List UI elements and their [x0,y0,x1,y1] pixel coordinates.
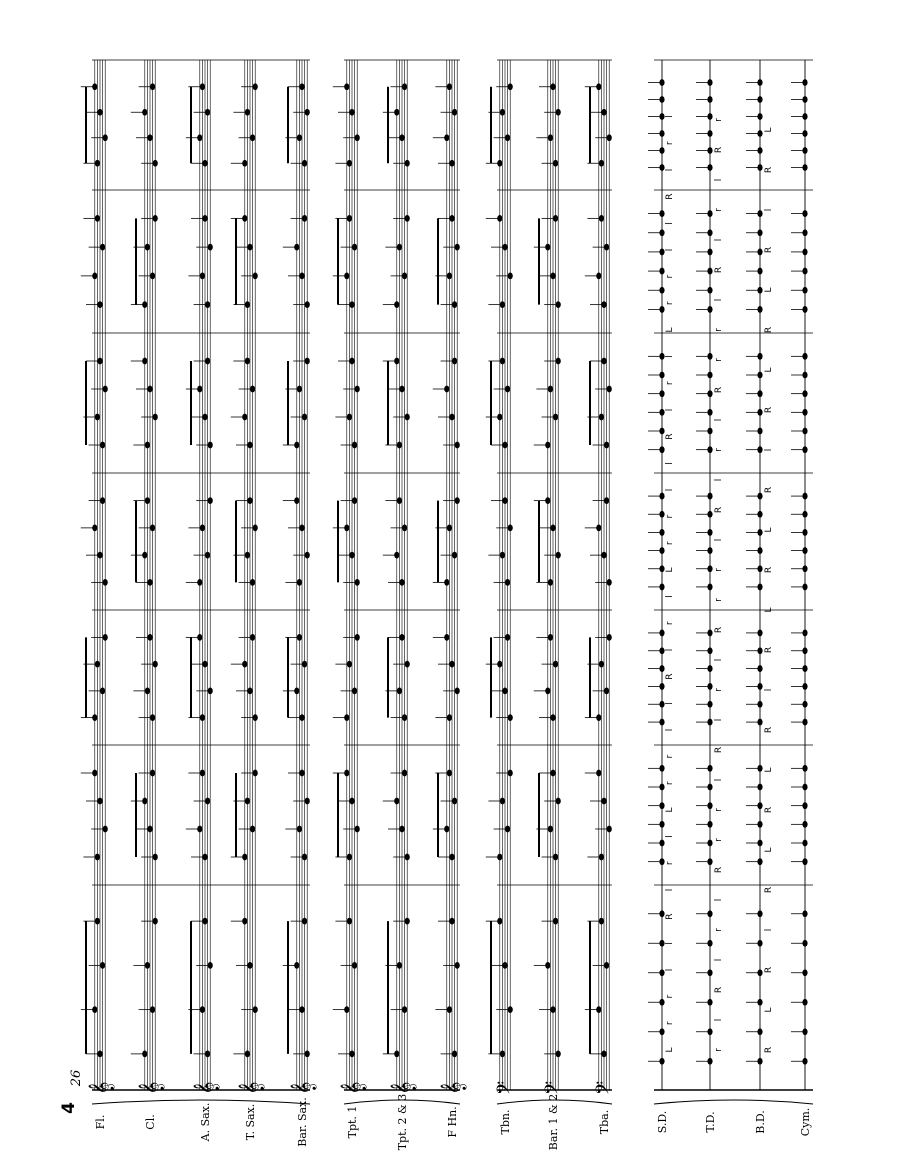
sticking-letter: r [665,754,675,759]
sticking-letter: R [764,726,774,734]
sticking-letter: l [665,968,675,972]
sticking-letter: r [714,118,724,122]
sticking-letter: l [714,478,724,482]
sticking-letter: R [764,886,774,894]
instrument-label: Bar. Sax. [296,1097,309,1147]
sticking-letter: R [714,146,724,154]
staff-1 [88,60,114,1095]
sticking-letter: R [764,486,774,494]
sticking-letter: l [665,115,675,118]
sticking-letter: l [714,718,724,722]
sticking-letter: l [665,942,675,945]
treble-clef-icon: 𝄞 [239,1081,264,1095]
sticking-letter: l [714,298,724,302]
sticking-letter: l [714,538,724,542]
sticking-letter: r [714,1048,724,1052]
sticking-letter: L [665,567,675,573]
sticking-letter: R [714,986,724,994]
sticking-letter: R [764,566,774,574]
sticking-letter: L [764,367,774,373]
instrument-label: T.D. [704,1111,717,1133]
sticking-letter: l [764,448,774,452]
sticking-letter: l [665,888,675,892]
sticking-letter: R [764,806,774,814]
sticking-letter: R [714,266,724,274]
instrument-label: Tbn. [499,1109,512,1135]
sticking-letter: r [665,514,675,519]
sticking-letter: l [764,688,774,692]
sticking-letter: l [714,418,724,422]
sticking-letter: l [665,595,675,598]
staff-10 [542,60,567,1095]
sticking-letter: R [714,626,724,634]
sticking-letter: r [714,208,724,212]
sticking-letter: l [665,702,675,705]
sticking-letter: l [665,835,675,838]
sticking-letter: R [764,646,774,654]
sticking-letter: l [665,408,675,412]
staff-9 [494,60,519,1095]
bass-clef-icon: 𝄢 [593,1080,618,1096]
staff-3 [193,60,219,1095]
instrument-label: S.D. [656,1110,669,1134]
sticking-letter: r [665,381,675,386]
sticking-letter: l [714,178,724,182]
sticking-letter: R [764,406,774,414]
sticking-letter: l [714,778,724,782]
sticking-letter: L [764,527,774,533]
sticking-letter: R [764,966,774,974]
instrument-label: Cym. [799,1107,812,1137]
sticking-letter: l [714,958,724,962]
sticking-letter: r [665,861,675,866]
sticking-letter: r [665,994,675,999]
sticking-letter: r [714,928,724,932]
notation [81,79,808,1065]
sticking-letter: r [665,621,675,626]
treble-clef-icon: 𝄞 [291,1081,316,1095]
sticking-letter: r [714,598,724,602]
staff-5 [290,60,316,1095]
instrument-label: A. Sax. [199,1102,212,1142]
sticking-letter: R [714,746,724,754]
sticking-letter: l [714,898,724,902]
sticking-letter: R [714,386,724,394]
sticking-letter: r [714,448,724,452]
staff-7 [390,60,416,1095]
sticking-letter: r [665,781,675,786]
sticking-letter: R [764,246,774,254]
sticking-letter: R [714,866,724,874]
sticking-letter: l [665,168,675,172]
instrument-label: Tpt. 1 [346,1105,359,1139]
measure-number: 26 [69,1069,84,1087]
sticking-letter: r [665,301,675,306]
sticking-letter: r [665,141,675,146]
sticking-letter: r [714,808,724,812]
instrument-label: Tpt. 2 & 3 [396,1093,409,1151]
sticking-letter: R [714,506,724,514]
staff-6 [340,60,366,1095]
sticking-letter: l [665,222,675,225]
treble-clef-icon: 𝄞 [441,1081,466,1095]
sticking-letter: R [665,193,675,200]
instrument-label: Fl. [94,1114,107,1130]
treble-clef-icon: 𝄞 [89,1081,114,1095]
treble-clef-icon: 𝄞 [341,1081,366,1095]
sticking-letter: L [764,607,774,613]
treble-clef-icon: 𝄞 [194,1081,219,1095]
sticking-letter: r [714,688,724,692]
sticking-letter: l [665,355,675,358]
staff-4 [238,60,264,1095]
treble-clef-icon: 𝄞 [139,1081,164,1095]
staff-systems [88,60,805,1095]
page-number: 4 [59,1102,79,1114]
sticking-letter: l [714,238,724,242]
instrument-label: Cl. [144,1114,157,1130]
sticking-letter: R [764,1046,774,1054]
sticking-letter: r [714,328,724,332]
staff-8 [440,60,466,1095]
sticking-letter: R [764,326,774,334]
sticking-letter: L [665,807,675,813]
treble-clef-icon: 𝄞 [391,1081,416,1095]
sticking-letter: l [665,488,675,492]
sticking-letter: L [665,327,675,333]
brace [654,1100,813,1104]
sticking-letter: L [764,287,774,293]
sticking-letter: L [764,127,774,133]
sticking-letter: L [665,1047,675,1053]
staff-11 [593,60,618,1095]
sticking-letter: R [665,913,675,920]
sticking-letter: L [764,847,774,853]
sticking-letter: l [714,1018,724,1022]
sticking-letter: l [764,928,774,932]
sticking-letter: r [665,274,675,279]
staff-2 [138,60,164,1095]
instrument-labels [94,1094,812,1151]
sticking-letter: L [764,1007,774,1013]
sticking-letter: l [665,728,675,732]
bass-clef-icon: 𝄢 [542,1080,567,1096]
instrument-label: Tba. [598,1109,611,1135]
sticking-letter: l [714,658,724,662]
sticking-letter: r [714,838,724,842]
instrument-label: B.D. [754,1110,767,1134]
sticking-letter: R [764,166,774,174]
bass-clef-icon: 𝄢 [494,1080,519,1096]
instrument-label: Bar. 1 & 2 [547,1093,560,1151]
sticking-letter: R [665,433,675,440]
sticking-letter: r [665,541,675,546]
sticking-letter: l [764,208,774,212]
sticking-letter: l [665,462,675,465]
sticking-letter: R [665,673,675,680]
sticking-letter: r [665,1021,675,1026]
instrument-label: F Hn. [446,1106,459,1138]
sticking-letter: r [714,358,724,362]
sticking-letter: l [665,248,675,252]
sticking-letter: r [714,568,724,572]
sticking-letter: l [665,648,675,652]
instrument-label: T. Sax. [244,1103,257,1141]
sticking-letter: L [764,767,774,773]
